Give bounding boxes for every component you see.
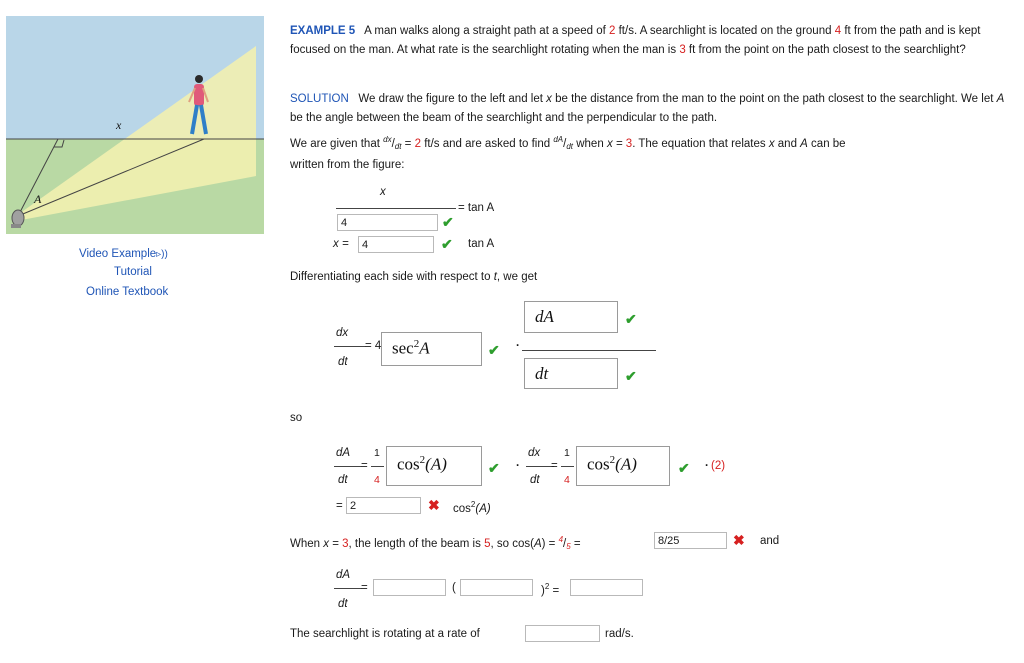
eq2-dot: · [516,340,520,352]
eq3-dot: · [516,460,520,472]
when-beam: 5 [484,538,491,550]
eq3-eq: = [361,460,368,472]
when-xval: 3 [342,538,349,550]
eq2-dt-box[interactable] [524,358,618,389]
solution-x: x [546,93,552,105]
eq2-sec-box[interactable] [381,332,482,366]
given-eq: = [404,138,412,150]
eq4-eq: = [361,582,368,594]
problem-speed: 2 [609,25,616,37]
when-A: A [533,538,542,550]
eq3-one-2: 1 [564,447,570,459]
given-speed: 2 [414,138,421,150]
diff-text-2: , we get [496,271,538,283]
final-unit: rad/s. [605,628,634,640]
eq3-four-2: 4 [564,474,570,486]
given-text-c: when [576,138,604,150]
given-x: x [768,138,775,150]
problem-text-1: A man walks along a straight path at a speed of [364,25,606,37]
eq3-eq-2: = [551,460,558,472]
eq1-fraction-bar [336,208,456,209]
eq4-frac-bar [334,588,362,589]
eq3-frac-bar-2 [561,466,574,467]
eq2-dxdt-bar [334,346,366,347]
eq3-cos-box-1[interactable] [386,446,482,486]
given-dx: dx [383,135,392,144]
speaker-icon: ▹)) [156,249,168,260]
checkmark-icon: ✔ [625,368,637,384]
eq2-exp: 2 [413,338,420,350]
x-mark-icon: ✖ [733,532,745,548]
eq4-input-3[interactable] [570,579,643,596]
given-A: A [800,138,808,150]
checkmark-icon: ✔ [442,214,454,230]
solution-A: A [996,93,1005,105]
checkmark-icon: ✔ [625,311,637,327]
checkmark-icon: ✔ [441,236,453,252]
when-eq: = [329,538,343,550]
eq3-dt-2: dt [530,474,540,486]
when-b: , the length of the beam is [348,538,481,550]
given-text-a: We are given that [290,138,380,150]
given-x-eq: x = [606,138,626,150]
when-fnum: 4 [558,535,564,544]
when-fden: 5 [566,542,571,551]
eq3-cos-text [453,500,491,515]
when-c: , so cos( [490,538,534,550]
searchlight-figure [6,16,264,234]
diff-text-1: Differentiating each side with respect to [290,271,491,283]
problem-when: 3 [679,44,686,56]
eq3-cos-1: cos [397,454,420,474]
eq4-close-paren: ) [541,584,545,597]
so-text: so [290,412,303,424]
eq1-denominator-input[interactable] [337,214,438,231]
tutorial-link[interactable]: Tutorial [114,266,152,278]
given-text-f: can be [811,138,846,150]
final-text: The searchlight is rotating at a rate of [290,628,480,640]
eq4-close [541,582,559,597]
eq3-cos-text-exp: 2 [470,500,476,509]
eq3-dA: dA [336,447,351,459]
eq1-numerator-x: x [380,186,386,198]
eq2-sec: sec [392,338,414,358]
checkmark-icon: ✔ [678,460,690,476]
x-mark-icon: ✖ [428,497,440,513]
eq3-eq-label: = [336,500,343,512]
eq3-arg-1: (A) [425,454,447,474]
eq1-x-label: x = [333,238,349,250]
eq4-input-1[interactable] [373,579,446,596]
checkmark-icon: ✔ [488,342,500,358]
eq4-paren: ( [452,582,456,594]
given-dA: dA [553,135,564,144]
eq3-cos-text-arg: (A) [475,502,491,515]
example-title: EXAMPLE 5 [290,25,356,37]
given-text-b: ft/s and are asked to find [424,138,551,150]
problem-distance: 4 [834,25,842,37]
given-text-g: written from the figure: [290,159,405,171]
final-rate-input[interactable] [525,625,600,642]
eq2-dt: dt [338,356,348,368]
eq3-one: 1 [374,447,380,459]
problem-text-3: ft from the path and is kept focused on the man. At what rate is the searchlight rotating when the man is [290,25,981,56]
when-x: x [323,538,329,550]
eq3-dt: dt [338,474,348,486]
given-dt: dt [394,142,402,151]
when-d: ) = [541,538,556,550]
solution-label: SOLUTION [290,93,349,105]
when-e: = [570,538,581,550]
diff-t: t [493,271,497,283]
eq3-ref: (2) [711,460,726,472]
eq4-dt: dt [338,598,348,610]
eq3-exp-2: 2 [609,454,616,466]
when-a: When [290,538,321,550]
eq3-dxdt-bar [526,466,554,467]
checkmark-icon: ✔ [488,460,500,476]
eq2-fraction-bar [522,350,656,351]
video-example-text[interactable]: Video Example [79,248,157,260]
eq4-dA: dA [336,569,351,581]
eq3-cos-box-2[interactable] [576,446,670,486]
differentiating-text [290,271,537,283]
problem-text-4: ft from the point on the path closest to the searchlight? [688,44,966,56]
eq3-exp-1: 2 [419,454,426,466]
eq3-arg-2: (A) [615,454,637,474]
eq4-eq2: = [552,584,560,597]
when-line: When x = 3, the length of the beam is 5, so cos(A) = $^4$/5 = [290,535,581,551]
eq4-sq: 2 [544,582,550,591]
eq1-tan: tan A [468,238,495,250]
eq2-eq4: = 4 [365,340,382,352]
problem-statement [290,22,1012,60]
eq2-dA-box[interactable] [524,301,618,333]
online-textbook-link[interactable]: Online Textbook [86,286,169,298]
eq4-input-2[interactable] [460,579,533,596]
solution-text [290,90,1012,128]
eq3-four: 4 [374,474,380,486]
video-example-link[interactable] [79,248,168,260]
eq1-x-input[interactable] [358,236,434,253]
eq3-cos-text-word: cos [453,502,471,515]
eq2-dA: dA [535,307,554,326]
eq2-A: A [419,338,430,358]
label-x: x [116,118,122,132]
eq1-rhs: = tan A [458,202,495,214]
eq3-frac-bar-1 [371,466,384,467]
given-dt-2: dt [566,142,574,151]
eq3-cos-2: cos [587,454,610,474]
eq3-dot-2: · [705,460,709,472]
eq3-dAdt-bar [334,466,362,467]
label-A: A [34,192,42,206]
eq2-dt-inner: dt [535,364,549,383]
when-and: and [760,535,780,547]
cos-value-input[interactable] [654,532,727,549]
given-text: We are given that $^{dx}$/dt = 2 ft/s and are asked to find $^{dA}$/dt when x = 3. The equation that relates x and A can be written from the figure: [290,135,846,171]
problem-text-2: ft/s. A searchlight is located on the ground [618,25,832,37]
given-when: 3 [625,138,633,150]
given-text-e: and [777,138,797,150]
eq2-dx: dx [336,327,349,339]
eq3-value-input[interactable] [346,497,421,514]
solution-text-2: be the distance from the man to the point on the path closest to the searchlight. We let [555,93,994,105]
given-text-d: . The equation that relates [632,138,766,150]
eq3-dx: dx [528,447,541,459]
solution-text-3: be the angle between the beam of the searchlight and the perpendicular to the path. [290,112,718,124]
solution-text-1: We draw the figure to the left and let [358,93,543,105]
